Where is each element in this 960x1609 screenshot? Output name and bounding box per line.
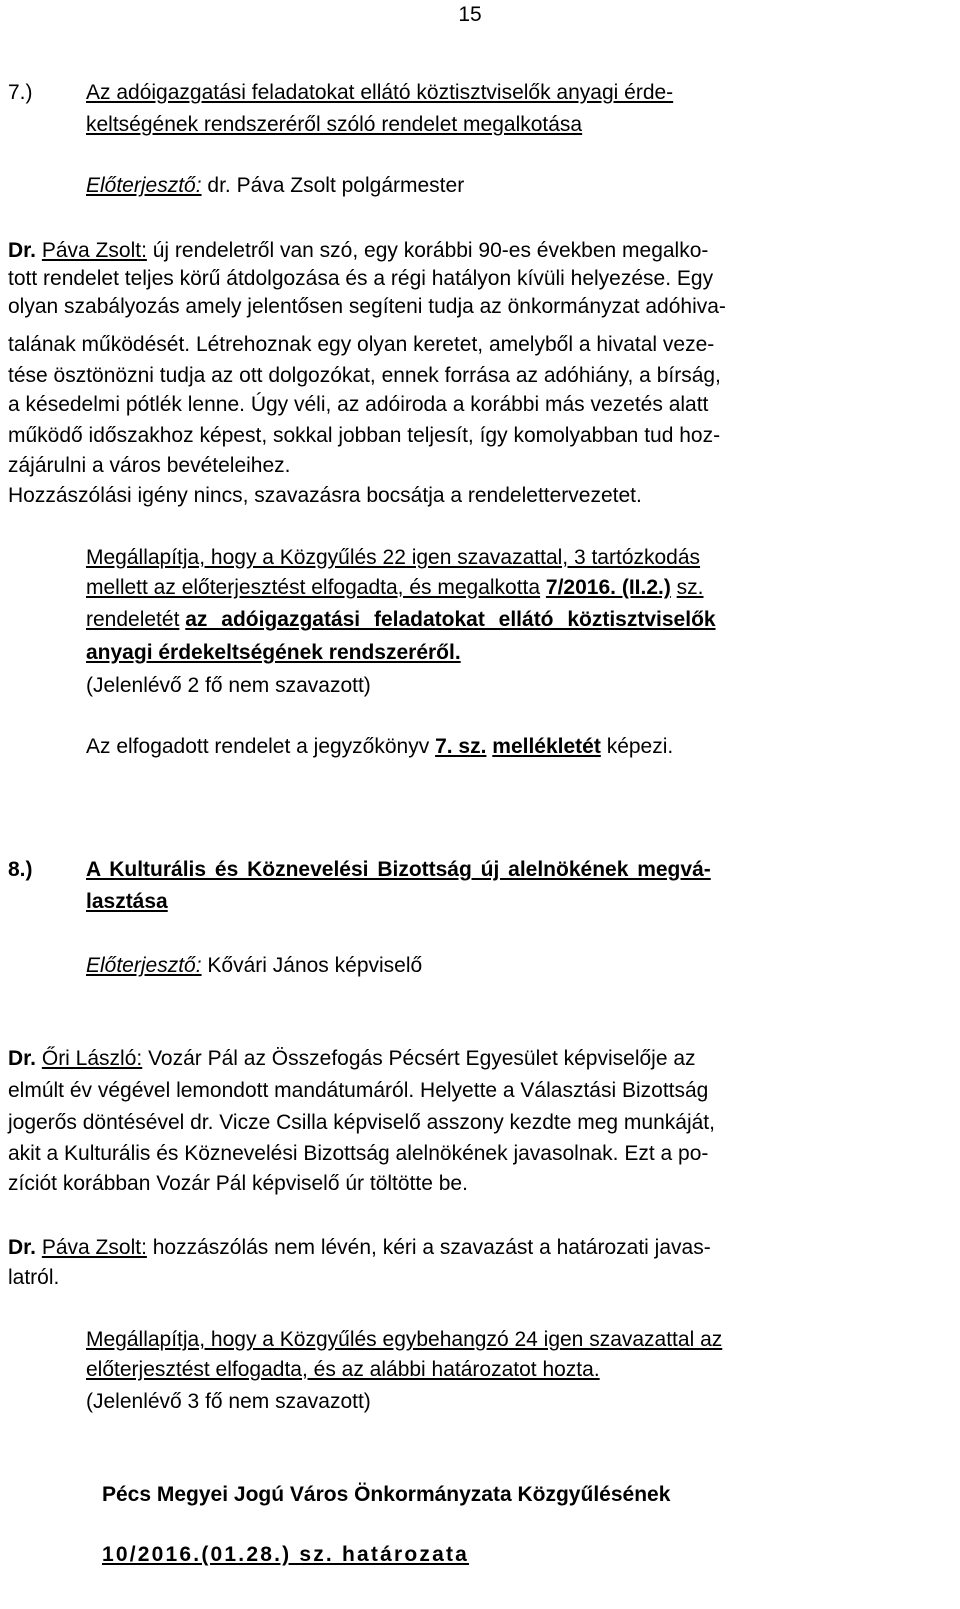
section-7-title-line-2: keltségének rendszeréről szóló rendelet megalkotása	[86, 113, 583, 136]
annex-text: Az elfogadott rendelet a jegyzőkönyv	[86, 735, 430, 758]
section-8-para1-line: zíciót korábban Vozár Pál képviselő úr töltötte be.	[8, 1172, 468, 1195]
section-7-vote-line-1: Megállapítja, hogy a Közgyűlés 22 igen szavazattal, 3 tartózkodás	[86, 546, 701, 569]
page-number: 15	[458, 3, 482, 26]
section-7-annex	[86, 734, 673, 760]
section-8-para1-line: jogerős döntésével dr. Vicze Csilla képviselő asszony kezdte meg munkáját,	[8, 1111, 715, 1134]
presenter-name: Kővári János képviselő	[207, 954, 423, 977]
section-7-vote-line-3	[86, 607, 716, 633]
resolution-header: Pécs Megyei Jogú Város Önkormányzata Közgyűlésének	[102, 1483, 671, 1506]
section-7-para-line: működő időszakhoz képest, sokkal jobban teljesít, így komolyabban tud hoz-	[8, 424, 721, 447]
section-7-vote-line-2	[86, 575, 704, 601]
section-8-vote-line-2: előterjesztést elfogadta, és az alábbi határozatot hozta.	[86, 1358, 600, 1381]
speaker-name: Páva Zsolt:	[41, 1236, 147, 1259]
section-8-para2-line-1	[8, 1235, 711, 1261]
section-7-title-line-1: Az adóigazgatási feladatokat ellátó köztisztviselők anyagi érde-	[86, 81, 674, 104]
section-7-present-note: (Jelenlévő 2 fő nem szavazott)	[86, 674, 371, 697]
section-8-presenter	[86, 953, 422, 979]
para-text: Vozár Pál az Összefogás Pécsért Egyesület képviselője az	[148, 1047, 696, 1070]
speaker-title: Dr.	[8, 1047, 37, 1070]
annex-word: mellékletét	[492, 735, 601, 758]
section-7-number: 7.)	[8, 81, 33, 104]
section-7-vote-line-4: anyagi érdekeltségének rendszeréről.	[86, 641, 461, 664]
annex-number: 7. sz.	[435, 735, 487, 758]
section-8-para2-line-2: latról.	[8, 1266, 60, 1289]
section-7-para-line: tése ösztönözni tudja az ott dolgozókat, ennek forrása az adóhiány, a bírság,	[8, 364, 721, 387]
presenter-name: dr. Páva Zsolt polgármester	[207, 174, 465, 197]
section-8-present-note: (Jelenlévő 3 fő nem szavazott)	[86, 1390, 371, 1413]
decree-sz: sz.	[676, 576, 704, 599]
section-8-title-line-1: A Kulturális és Köznevelési Bizottság új alelnökének megvá-	[86, 858, 711, 881]
vote-text: mellett az előterjesztést elfogadta, és megalkotta	[86, 576, 541, 599]
section-7-para-line: zájárulni a város bevételeihez.	[8, 454, 291, 477]
resolution-number: 10/2016.(01.28.) sz. határozata	[102, 1543, 470, 1566]
section-8-para1-line: elmúlt év végével lemondott mandátumáról. Helyette a Választási Bizottság	[8, 1079, 709, 1102]
speaker-title: Dr.	[8, 239, 37, 262]
speaker-title: Dr.	[8, 1236, 37, 1259]
section-7-para-line-1	[8, 238, 708, 264]
annex-text: képezi.	[606, 735, 674, 758]
section-7-para-line: talának működését. Létrehoznak egy olyan keretet, amelyből a hivatal veze-	[8, 333, 715, 356]
section-8-para1-line: akit a Kulturális és Köznevelési Bizottság alelnökének javasolnak. Ezt a po-	[8, 1142, 709, 1165]
section-8-para1-line-1	[8, 1046, 696, 1072]
section-8-title-line-2: lasztása	[86, 890, 168, 913]
section-8-vote-line-1: Megállapítja, hogy a Közgyűlés egybehangzó 24 igen szavazattal az	[86, 1328, 723, 1351]
para-text: hozzászólás nem lévén, kéri a szavazást a határozati javas-	[152, 1236, 711, 1259]
speaker-name: Őri László:	[41, 1047, 143, 1070]
section-7-para-line: olyan szabályozás amely jelentősen segíteni tudja az önkormányzat adóhiva-	[8, 295, 726, 318]
para-text: új rendeletről van szó, egy korábbi 90-es években megalko-	[152, 239, 709, 262]
section-7-presenter	[86, 173, 464, 199]
section-7-para-line: Hozzászólási igény nincs, szavazásra bocsátja a rendelettervezetet.	[8, 484, 642, 507]
vote-text: rendeletét	[86, 608, 180, 631]
section-7-para-line: tott rendelet teljes körű átdolgozása és a régi hatályon kívüli helyezése. Egy	[8, 267, 714, 290]
decree-title: az adóigazgatási feladatokat ellátó köztisztviselők	[185, 608, 716, 631]
section-8-number: 8.)	[8, 858, 33, 881]
presenter-label: Előterjesztő:	[86, 174, 202, 197]
decree-number: 7/2016. (II.2.)	[545, 576, 671, 599]
speaker-name: Páva Zsolt:	[41, 239, 147, 262]
presenter-label: Előterjesztő:	[86, 954, 202, 977]
section-7-para-line: a késedelmi pótlék lenne. Úgy véli, az adóiroda a korábbi más vezetés alatt	[8, 393, 709, 416]
